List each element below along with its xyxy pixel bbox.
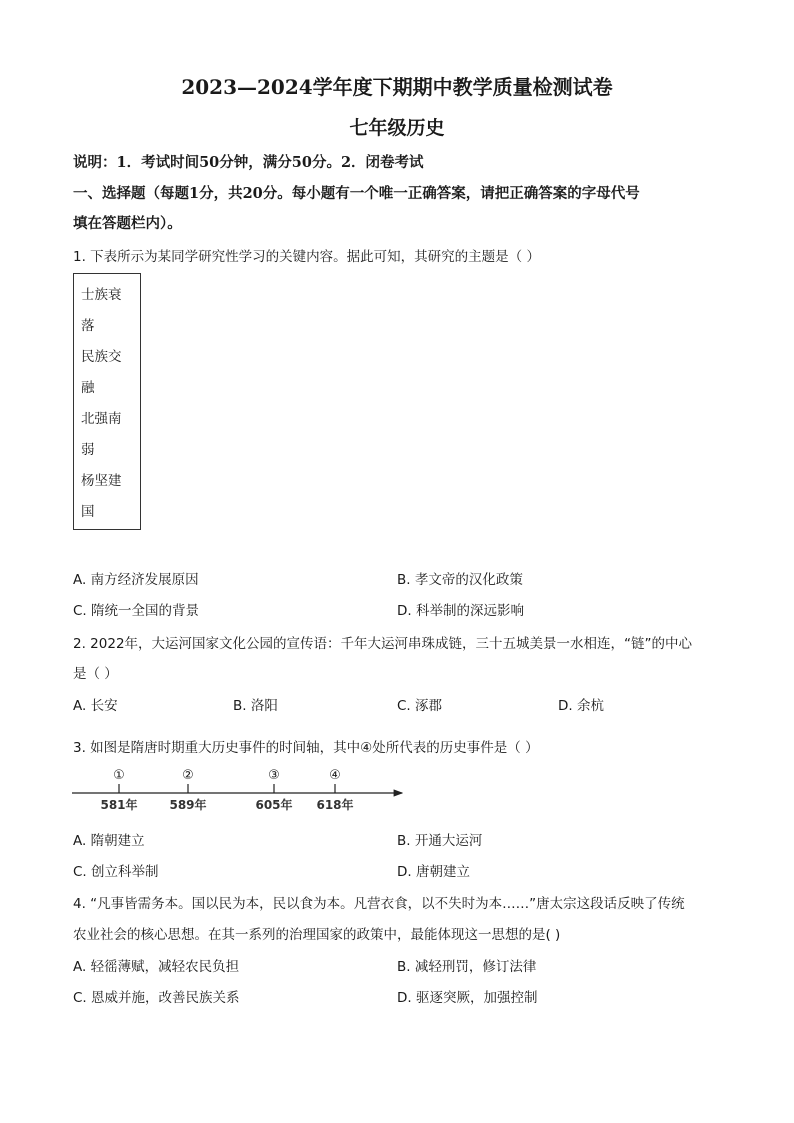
- q1-table-line: 北强南: [81, 411, 122, 427]
- timeline-year-label: 581年: [100, 798, 138, 812]
- q1-option-b[interactable]: B. 孝文帝的汉化政策: [397, 572, 523, 588]
- q3-stem: 3. 如图是隋唐时期重大历史事件的时间轴，其中④处所代表的历史事件是（ ）: [73, 740, 539, 756]
- timeline-marker: ③: [268, 768, 280, 783]
- exam-subtitle: 七年级历史: [349, 117, 445, 139]
- timeline-marker: ①: [113, 768, 125, 783]
- q3-timeline: [66, 764, 416, 814]
- q1-stem: 1. 下表所示为某同学研究性学习的关键内容。据此可知，其研究的主题是（ ）: [73, 249, 540, 265]
- q1-option-c[interactable]: C. 隋统一全国的背景: [73, 603, 200, 619]
- exam-title: 2023—2024学年度下期期中教学质量检测试卷: [181, 75, 613, 99]
- exam-notes: 说明：1．考试时间50分钟，满分50分。2．闭卷考试: [73, 154, 424, 171]
- q1-table-line: 融: [81, 380, 95, 396]
- q2-option-b[interactable]: B. 洛阳: [233, 698, 278, 714]
- q4-stem-line2: 农业社会的核心思想。在其一系列的治理国家的政策中，最能体现这一思想的是( ): [73, 927, 561, 943]
- q1-option-d[interactable]: D. 科举制的深远影响: [397, 603, 524, 619]
- timeline-marker: ④: [329, 768, 341, 783]
- section-heading-line2: 填在答题栏内）。: [73, 215, 182, 232]
- q3-option-a[interactable]: A. 隋朝建立: [73, 833, 145, 849]
- q1-table-line: 落: [81, 318, 95, 334]
- q4-stem-line1: 4. “凡事皆需务本。国以民为本，民以食为本。凡营衣食，以不失时为本……”唐太宗这段话反映了传统: [73, 896, 685, 912]
- section-heading-line1: 一、选择题（每题1分，共20分。每小题有一个唯一正确答案，请把正确答案的字母代号: [73, 185, 640, 202]
- q1-table-line: 杨坚建: [81, 473, 122, 489]
- q4-option-d[interactable]: D. 驱逐突厥，加强控制: [397, 990, 538, 1006]
- q1-table-line: 国: [81, 504, 95, 520]
- q2-stem-line2: 是（ ）: [73, 666, 118, 682]
- q2-option-a[interactable]: A. 长安: [73, 698, 118, 714]
- q4-option-a[interactable]: A. 轻徭薄赋，减轻农民负担: [73, 959, 240, 975]
- timeline-year-label: 618年: [316, 798, 354, 812]
- q1-option-a[interactable]: A. 南方经济发展原因: [73, 572, 199, 588]
- q1-table-line: 弱: [81, 442, 95, 458]
- q1-table: [73, 273, 141, 530]
- q3-option-d[interactable]: D. 唐朝建立: [397, 864, 470, 880]
- q4-option-b[interactable]: B. 减轻刑罚，修订法律: [397, 959, 537, 975]
- q1-table-line: 民族交: [81, 349, 122, 365]
- q2-stem-line1: 2. 2022年，大运河国家文化公园的宣传语：千年大运河串珠成链，三十五城美景一水相连，“链”的中心: [73, 636, 693, 652]
- timeline-marker: ②: [182, 768, 194, 783]
- timeline-year-label: 589年: [169, 798, 207, 812]
- q2-option-c[interactable]: C. 涿郡: [397, 698, 443, 714]
- q3-option-b[interactable]: B. 开通大运河: [397, 833, 483, 849]
- q3-option-c[interactable]: C. 创立科举制: [73, 864, 159, 880]
- q2-option-d[interactable]: D. 余杭: [558, 698, 604, 714]
- timeline-year-label: 605年: [255, 798, 293, 812]
- q4-option-c[interactable]: C. 恩威并施，改善民族关系: [73, 990, 240, 1006]
- q1-table-line: 士族衰: [81, 287, 122, 303]
